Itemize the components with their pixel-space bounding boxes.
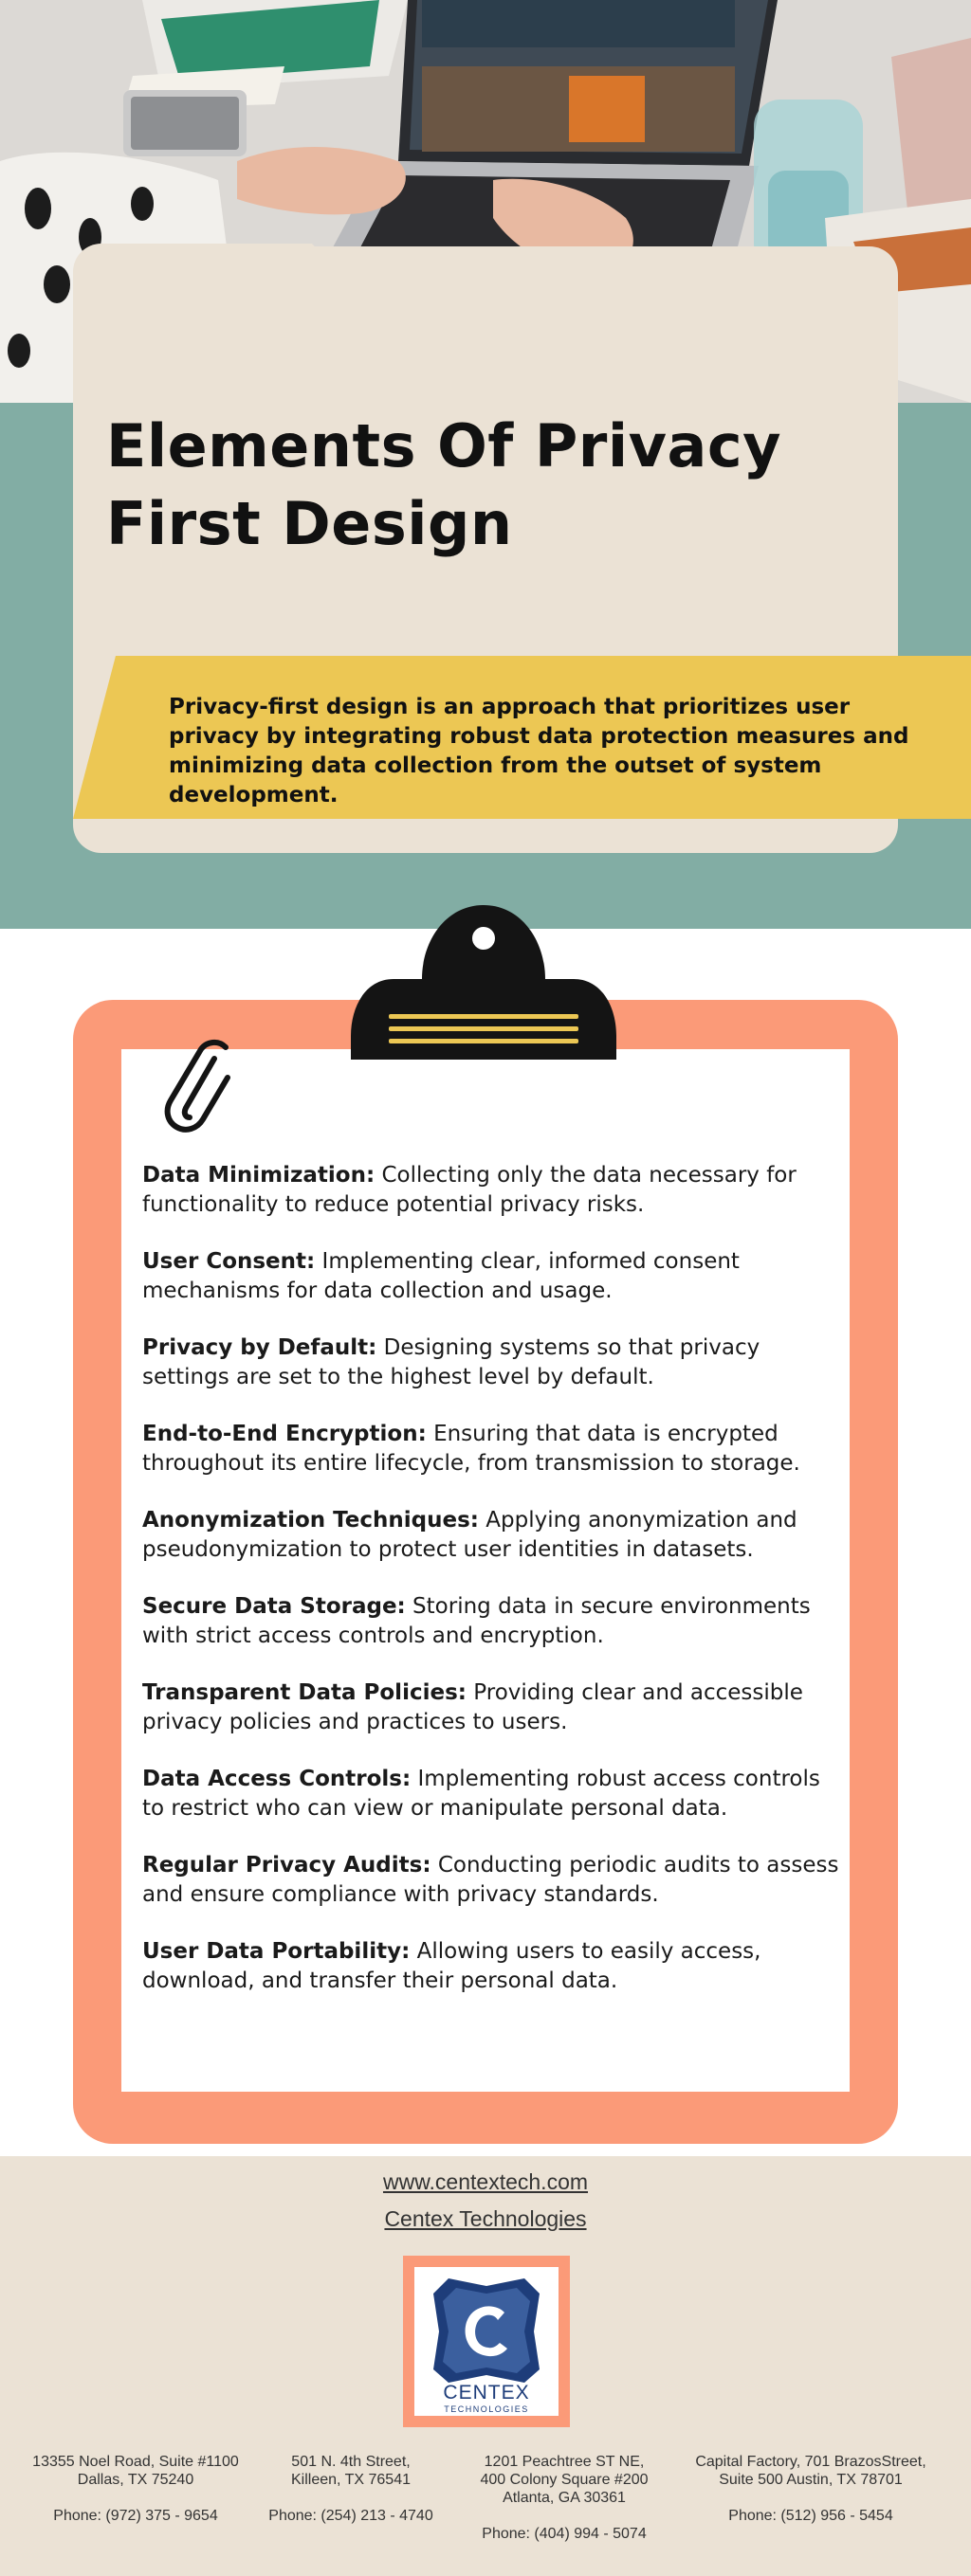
office-phone: Phone: (972) 375 - 9654	[53, 2508, 218, 2524]
principle-term: Privacy by Default:	[142, 1335, 377, 1360]
principle-description: Implementing clear, informed consent mechanisms for data collection and usage.	[142, 1249, 740, 1303]
office-phone: Phone: (404) 994 - 5074	[482, 2526, 647, 2542]
principle-description: Conducting periodic audits to assess and ensure compliance with privacy standards.	[142, 1853, 839, 1907]
principle-description: Implementing robust access controls to restrict who can view or manipulate personal data.	[142, 1767, 820, 1821]
logo-name: CENTEX	[443, 2382, 530, 2404]
company-link[interactable]: Centex Technologies	[384, 2206, 587, 2231]
office-address-line: 501 N. 4th Street,	[291, 2454, 411, 2470]
principle-item	[142, 1937, 839, 1996]
principle-item	[142, 1506, 839, 1565]
principle-description: Providing clear and accessible privacy policies and practices to users.	[142, 1680, 803, 1734]
office-atlanta	[455, 2453, 673, 2543]
principle-item	[142, 1161, 839, 1220]
principle-item	[142, 1333, 839, 1392]
principle-description: Storing data in secure environments with strict access controls and encryption.	[142, 1594, 811, 1648]
office-address-line: 13355 Noel Road, Suite #1100	[32, 2454, 239, 2470]
principle-item	[142, 1851, 839, 1910]
principle-item	[142, 1247, 839, 1306]
principle-item	[142, 1678, 839, 1737]
page-title	[106, 408, 884, 563]
office-address-line: Killeen, TX 76541	[290, 2472, 411, 2488]
office-dallas	[17, 2453, 254, 2525]
office-address-line: 1201 Peachtree ST NE,	[484, 2454, 645, 2470]
title-line-1: Elements Of Privacy	[106, 411, 782, 481]
principle-term: Secure Data Storage:	[142, 1594, 406, 1619]
office-address-line: Capital Factory, 701 BrazosStreet,	[695, 2454, 926, 2470]
principle-term: End-to-End Encryption:	[142, 1422, 427, 1446]
clipboard-clip-icon	[346, 903, 621, 1064]
logo-subtitle: TECHNOLOGIES	[444, 2404, 529, 2414]
principle-item	[142, 1765, 839, 1823]
office-address-line: Dallas, TX 75240	[77, 2472, 194, 2488]
intro-text: Privacy-first design is an approach that prioritizes user privacy by integrating robust data protection measures and minimizing data collection from the outset of system development.	[169, 695, 909, 807]
office-address-line: 400 Colony Square #200	[480, 2472, 649, 2488]
paperclip-icon	[159, 1036, 245, 1140]
principle-term: User Data Portability:	[142, 1939, 411, 1964]
principle-item	[142, 1592, 839, 1651]
office-phone: Phone: (512) 956 - 5454	[728, 2508, 893, 2524]
principles-list	[142, 1161, 839, 2023]
principle-term: Data Minimization:	[142, 1163, 376, 1188]
title-line-2: First Design	[106, 489, 513, 558]
office-address-line: Atlanta, GA 30361	[503, 2490, 626, 2506]
office-address-line: Suite 500 Austin, TX 78701	[719, 2472, 903, 2488]
principle-description: Ensuring that data is encrypted throughout its entire lifecycle, from transmission to storage.	[142, 1422, 800, 1476]
office-killeen	[256, 2453, 446, 2525]
principle-item	[142, 1420, 839, 1478]
principle-description: Allowing users to easily access, download, and transfer their personal data.	[142, 1939, 761, 1993]
principle-term: User Consent:	[142, 1249, 316, 1274]
principle-term: Transparent Data Policies:	[142, 1680, 467, 1705]
website-link[interactable]: www.centextech.com	[382, 2169, 589, 2194]
principle-description: Applying anonymization and pseudonymization to protect user identities in datasets.	[142, 1508, 797, 1562]
principle-term: Data Access Controls:	[142, 1767, 412, 1791]
principle-term: Anonymization Techniques:	[142, 1508, 479, 1533]
office-austin	[675, 2453, 946, 2525]
principle-description: Designing systems so that privacy settings are set to the highest level by default.	[142, 1335, 760, 1389]
principle-term: Regular Privacy Audits:	[142, 1853, 431, 1878]
principle-description: Collecting only the data necessary for functionality to reduce potential privacy risks.	[142, 1163, 797, 1217]
office-phone: Phone: (254) 213 - 4740	[268, 2508, 433, 2524]
